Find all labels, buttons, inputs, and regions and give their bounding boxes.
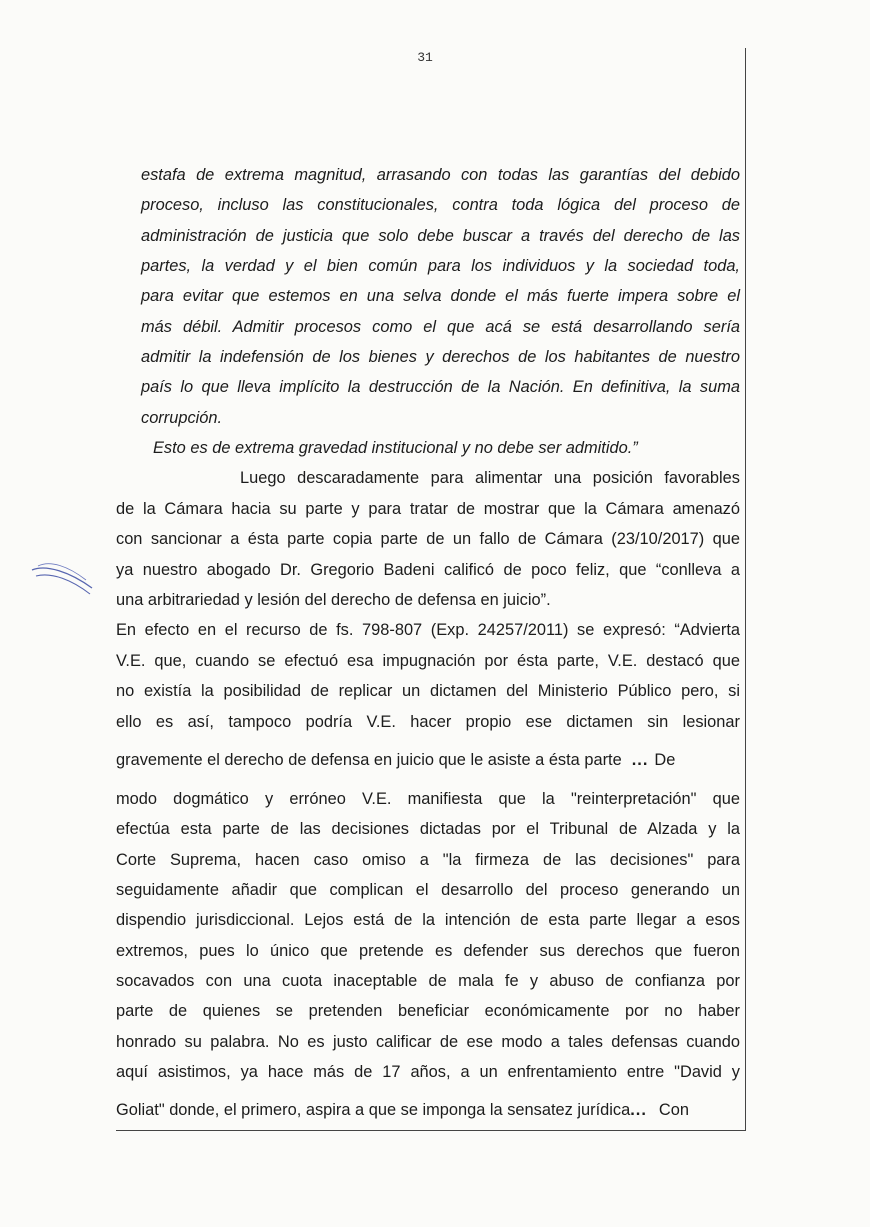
body-line: no existía la posibilidad de replicar un dictamen del Ministerio Público pero, si xyxy=(116,682,740,700)
quote-line: más débil. Admitir procesos como el que acá se está desarrollando sería xyxy=(141,318,740,336)
body-line: Corte Suprema, hacen caso omiso a "la firmeza de las decisiones" para xyxy=(116,851,740,869)
body-line: dispendio jurisdiccional. Lejos está de la intención de esta parte llegar a esos xyxy=(116,911,740,929)
quote-line: administración de justicia que solo debe buscar a través del derecho de las xyxy=(141,227,740,245)
right-margin-rule xyxy=(745,48,746,1130)
quote-line: partes, la verdad y el bien común para los individuos y la sociedad toda, xyxy=(141,257,740,275)
quote-closing-line: Esto es de extrema gravedad institucional y no debe ser admitido.” xyxy=(153,439,638,457)
ellipsis: ... xyxy=(630,1101,647,1119)
body-line: una arbitrariedad y lesión del derecho de defensa en juicio”. xyxy=(116,591,551,609)
body-line: de la Cámara hacia su parte y para tratar de mostrar que la Cámara amenazó xyxy=(116,500,740,518)
body-line: extremos, pues lo único que pretende es defender sus derechos que fueron xyxy=(116,942,740,960)
handwritten-pen-mark xyxy=(28,558,98,598)
body-text: Con xyxy=(658,1101,689,1119)
body-line: efectúa esta parte de las decisiones dictadas por el Tribunal de Alzada y la xyxy=(116,820,740,838)
quote-line: para evitar que estemos en una selva donde el más fuerte impera sobre el xyxy=(141,287,740,305)
body-text: Goliat" donde, el primero, aspira a que se imponga la sensatez jurídica xyxy=(116,1101,631,1119)
quote-line: país lo que lleva implícito la destrucción de la Nación. En definitiva, la suma xyxy=(141,378,740,396)
body-line-with-ellipsis xyxy=(116,1100,740,1120)
body-line: modo dogmático y erróneo V.E. manifiesta que la "reinterpretación" que xyxy=(116,790,740,808)
body-line: seguidamente añadir que complican el desarrollo del proceso generando un xyxy=(116,881,740,899)
body-text: gravemente el derecho de defensa en juicio que le asiste a ésta parte xyxy=(116,751,622,769)
body-line: aquí asistimos, ya hace más de 17 años, a un enfrentamiento entre "David y xyxy=(116,1063,740,1081)
body-text: De xyxy=(654,751,676,769)
body-line: Luego descaradamente para alimentar una posición favorables xyxy=(240,469,740,487)
page-number: 31 xyxy=(417,50,433,65)
body-line: socavados con una cuota inaceptable de mala fe y abuso de confianza por xyxy=(116,972,740,990)
quote-line: corrupción. xyxy=(141,409,223,427)
body-line: V.E. que, cuando se efectuó esa impugnación por ésta parte, V.E. destacó que xyxy=(116,652,740,670)
body-line: ello es así, tampoco podría V.E. hacer propio ese dictamen sin lesionar xyxy=(116,713,740,731)
body-line: parte de quienes se pretenden beneficiar económicamente por no haber xyxy=(116,1002,740,1020)
body-line: con sancionar a ésta parte copia parte de un fallo de Cámara (23/10/2017) que xyxy=(116,530,740,548)
quote-line: estafa de extrema magnitud, arrasando con todas las garantías del debido xyxy=(141,166,740,184)
bottom-rule xyxy=(116,1130,746,1131)
body-line: En efecto en el recurso de fs. 798-807 (Exp. 24257/2011) se expresó: “Advierta xyxy=(116,621,740,639)
quote-line: admitir la indefensión de los bienes y derechos de los habitantes de nuestro xyxy=(141,348,740,366)
body-line-with-ellipsis xyxy=(116,750,740,770)
quote-line: proceso, incluso las constitucionales, contra toda lógica del proceso de xyxy=(141,196,740,214)
body-line: honrado su palabra. No es justo calificar de ese modo a tales defensas cuando xyxy=(116,1033,740,1051)
ellipsis: ... xyxy=(631,751,649,769)
body-line: ya nuestro abogado Dr. Gregorio Badeni calificó de poco feliz, que “conlleva a xyxy=(116,561,740,579)
